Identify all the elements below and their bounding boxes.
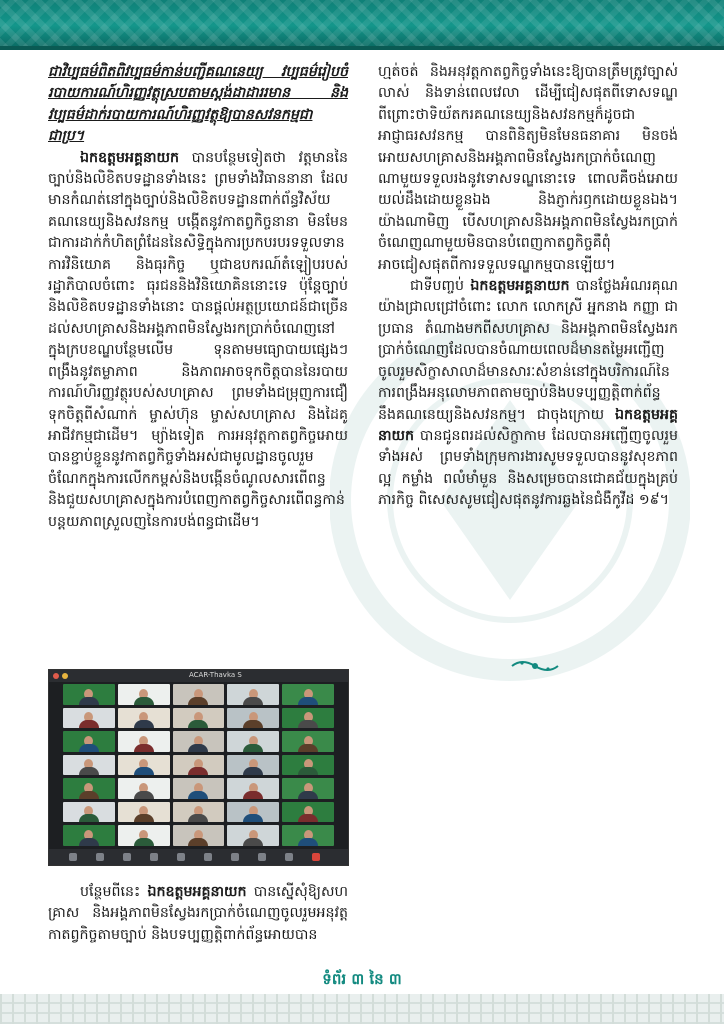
participant-tile xyxy=(173,708,225,729)
participant-tile xyxy=(227,708,279,729)
participant-body xyxy=(134,767,154,775)
photo-toolbar xyxy=(49,849,348,865)
participant-tile xyxy=(118,778,170,799)
window-dot-icon xyxy=(53,673,59,679)
toolbar-icon xyxy=(204,853,212,861)
paragraph-1-text: បានបន្ថែមទៀតថា វត្តមាននៃច្បាប់និងលិខិតបទដ្ឋានទាំងនេះ ព្រមទាំងវិធាននានា ដែលមានកំណត់នៅក្នុងច្បាប់និងលិខិតបទដ្ឋានពាក់ព័ន្ធវិស័យគណនេយ្យនិងសវនកម្ម បង្កើតនូវកាតព្វកិច្ចនានា មិនមែនជាការដាក់កំហិតព្រំដែននៃសិទ្ធិក្នុងការប្រកបរបរទទួលទាន ការវិនិយោគ និងធុរកិច្ច ឬជាឧបករណ៍តំឡៀបរបស់រដ្ឋាភិបាលចំពោះ ធុរជននិងវិនិយោគិននោះទេ ប៉ុន្តែច្បាប់និងលិខិតបទដ្ឋានទាំងនោះ បានផ្តល់អត្ថប្រយោជន៍ជាច្រើនដល់សហគ្រាសនិងអង្គភាពមិនស្វែងរកប្រាក់ចំណេញនៅក្នុងក្របខណ្ឌបន្ថែមលើម ទុនតាមមធ្យោបាយផ្សេងៗ ពង្រឹងនូវតម្លាភាព និងភាពអាចទុកចិត្តបាននៃរបាយការណ៍ហិរញ្ញវត្ថុរបស់សហគ្រាស ព្រមទាំងជម្រុញការជឿទុកចិត្តពីសំណាក់ ម្ចាស់ហ៊ុន ម្ចាស់សហគ្រាស និងដៃគូអាជីវកម្មជាដើម។ ម្យ៉ាងទៀត ការអនុវត្តកាតព្វកិច្ចអោយបានខ្ជាប់ខ្ជួននូវកាតព្វកិច្ចទាំងអស់ជាមូលដ្ឋានចូលរួមចំណែកក្នុងការលើកកម្ពស់និងបង្កើនចំណូលសារពើពន្ធ និងជួយសហគ្រាសក្នុងការបំពេញកាតព្វកិច្ចសារពើពន្ធកាន់បន្តយភាពស្រួលញនៃការបង់ពន្ធជាដើម។ xyxy=(48,149,348,530)
caption-text-a: បន្ថែមពីនេះ xyxy=(80,884,148,900)
director-general-title: ឯកឧត្តមអគ្គនាយក xyxy=(147,884,247,900)
participant-tile xyxy=(118,684,170,705)
section-divider-ornament xyxy=(510,657,560,675)
participant-body xyxy=(134,744,154,752)
participant-body xyxy=(79,838,99,846)
caption-text-b: បានស្នើសុំឱ្យសហគ្រាស និងអង្គភាពមិនស្វែងរកប្រាក់ចំណេញចូលរួមអនុវត្តកាតព្វកិច្ចតាមច្បាប់ និងបទប្បញ្ញត្តិពាក់ព័ន្ធអោយបាន xyxy=(48,884,348,943)
participant-body xyxy=(79,791,99,799)
toolbar-icon xyxy=(123,853,131,861)
participant-tile xyxy=(227,731,279,752)
participant-tile xyxy=(63,802,115,823)
participant-tile xyxy=(227,684,279,705)
participant-body xyxy=(134,814,154,822)
right-column xyxy=(378,62,678,512)
participant-tile xyxy=(63,684,115,705)
participant-body xyxy=(134,791,154,799)
header-stripe xyxy=(0,46,724,50)
right-p2-lead: ជាទីបញ្ចប់ xyxy=(410,278,471,295)
participant-tile xyxy=(173,684,225,705)
page-number: ទំព័រ ៣ នៃ ៣ xyxy=(322,970,402,988)
toolbar-icon xyxy=(285,853,293,861)
right-paragraph-1: ហ្មត់ចត់ និងអនុវត្តកាតព្វកិច្ចទាំងនេះឱ្យបានត្រឹមត្រូវច្បាស់លាស់ និងទាន់ពេលវេលា ដើម្បីជៀសផុតពីទោសទណ្ឌ ពីព្រោះថាទិយ័តករគណនេយ្យនិងសវនកម្មក៏ដូចជាអាជ្ញាធរសវនកម្ម បានពិនិត្យមិនមែនធនាគារ មិនចង់អោយសហគ្រាសនិងអង្គភាពមិនស្វែងរកប្រាក់ចំណេញណាមួយទទួលរងនូវទោសទណ្ឌនោះទេ ពោលគឺចង់អោយយល់ដឹងដោយខ្លួនឯង និងភ្ញាក់រឭកដោយខ្លួនឯង។ យ៉ាងណាមិញ បើសហគ្រាសនិងអង្គភាពមិនស្វែងរកប្រាក់ចំណេញណាមួយមិនបានបំពេញកាតព្វកិច្ចគឺពុំអាចជៀសផុតពីការទទួលទណ្ឌកម្មបានឡើយ។ xyxy=(378,64,678,273)
participant-tile xyxy=(282,708,334,729)
toolbar-icon xyxy=(96,853,104,861)
participant-body xyxy=(188,744,208,752)
participant-tile xyxy=(227,755,279,776)
participant-tile xyxy=(63,778,115,799)
participant-body xyxy=(298,814,318,822)
director-general-title: ឯកឧត្តមអគ្គនាយក xyxy=(378,406,678,444)
participant-tile xyxy=(282,778,334,799)
toolbar-icon xyxy=(150,853,158,861)
director-general-title: ឯកឧត្តមអគ្គនាយក xyxy=(470,278,570,295)
right-p2-end: បានជូនពរដល់សិក្ខាកាម ដែលបានអញ្ជើញចូលរួមទាំងអស់ ព្រមទាំងក្រុមការងារសូមទទួលបាននូវសុខភាពល្អ កម្លាំង ពលំមាំមួន និងសម្រេចបានជោគជ័យក្នុងគ្រប់ភារកិច្ច ពិសេសសូមជៀសផុតនូវការឆ្លងនៃជំងឺកូវីដ ១៩។ xyxy=(378,427,678,509)
toolbar-icon xyxy=(177,853,185,861)
participant-tile xyxy=(173,825,225,846)
participant-tile xyxy=(282,731,334,752)
participant-body xyxy=(188,720,208,728)
participant-tile xyxy=(282,684,334,705)
header-pattern xyxy=(0,0,724,46)
participant-body xyxy=(79,814,99,822)
participant-tile xyxy=(227,825,279,846)
photo-window-bar xyxy=(49,670,348,682)
participant-body xyxy=(188,697,208,705)
participant-body xyxy=(79,697,99,705)
participant-body xyxy=(298,791,318,799)
participant-tile xyxy=(282,755,334,776)
participant-body xyxy=(243,697,263,705)
participant-tile xyxy=(118,825,170,846)
participant-tile xyxy=(282,802,334,823)
right-p2-mid: បានថ្លែងអំណរគុណយ៉ាងជ្រាលជ្រៅចំពោះ លោក លោកស្រី អ្នកនាង កញ្ញា ជាប្រធាន តំណាងមកពីសហគ្រាស និងអង្គភាពមិនស្វែងរកប្រាក់ចំណេញដែលបានចំណាយពេលដ៏មានតម្លៃអញ្ជើញចូលរួមសិក្ខាសាលាដ៏មានសារៈសំខាន់នៅក្នុងបរិការណ៍នៃការពង្រឹងអនុលោមភាពតាមច្បាប់និងបទប្បញ្ញត្តិពាក់ព័ន្ធនឹងគណនេយ្យនិងសវនកម្ម។ ជាចុងក្រោយ xyxy=(378,278,678,423)
participant-tile xyxy=(63,755,115,776)
participant-tile xyxy=(118,708,170,729)
participant-body xyxy=(298,767,318,775)
director-general-title: ឯកឧត្តមអគ្គនាយក xyxy=(80,149,180,166)
toolbar-icon xyxy=(258,853,266,861)
participant-tile xyxy=(173,755,225,776)
participant-body xyxy=(134,838,154,846)
participant-body xyxy=(243,767,263,775)
participant-body xyxy=(134,697,154,705)
participant-body xyxy=(243,791,263,799)
caption-paragraph xyxy=(48,882,348,946)
participant-tile xyxy=(173,802,225,823)
participant-tile xyxy=(227,802,279,823)
participant-body xyxy=(243,838,263,846)
participant-body xyxy=(298,720,318,728)
video-conference-photo xyxy=(48,669,349,866)
participant-body xyxy=(79,720,99,728)
participant-body xyxy=(298,838,318,846)
participant-body xyxy=(79,744,99,752)
participant-tile xyxy=(118,755,170,776)
participant-tile xyxy=(173,778,225,799)
toolbar-icon xyxy=(69,853,77,861)
photo-window-title: ACAR-Thavka S xyxy=(189,671,242,679)
participant-body xyxy=(134,720,154,728)
participant-tile xyxy=(63,825,115,846)
right-paragraph-2 xyxy=(378,276,678,511)
participant-body xyxy=(298,697,318,705)
participant-body xyxy=(188,838,208,846)
participant-tile xyxy=(282,825,334,846)
participant-tile xyxy=(118,731,170,752)
toolbar-icon xyxy=(231,853,239,861)
window-dot-icon xyxy=(62,673,68,679)
participant-body xyxy=(79,767,99,775)
intro-paragraph: ជាវិប្បធម៌ពិតពិវប្បធម៌កាន់បញ្ជីគណនេយ្យ វប្បធម៌រៀបចំរបាយការណ៍ហិរញ្ញវត្ថុស្របតាមស្តង់ដាដាររមាន និងវប្បធម៌ដាក់របាយការណ៍ហិរញ្ញវត្ថុឱ្យបានសវនកម្មជាជាប្រ។ xyxy=(48,64,348,145)
participant-tile xyxy=(227,778,279,799)
participant-body xyxy=(188,791,208,799)
left-column xyxy=(48,62,348,533)
participant-tile xyxy=(173,731,225,752)
participant-body xyxy=(188,814,208,822)
participant-body xyxy=(243,744,263,752)
footer-pattern-band xyxy=(0,994,724,1024)
participant-body xyxy=(188,767,208,775)
participant-body xyxy=(243,814,263,822)
toolbar-icon xyxy=(312,853,320,861)
participant-body xyxy=(243,720,263,728)
paragraph-1 xyxy=(48,148,348,533)
participant-tile xyxy=(118,802,170,823)
participant-body xyxy=(298,744,318,752)
participant-grid xyxy=(63,684,334,846)
participant-tile xyxy=(63,708,115,729)
participant-tile xyxy=(63,731,115,752)
